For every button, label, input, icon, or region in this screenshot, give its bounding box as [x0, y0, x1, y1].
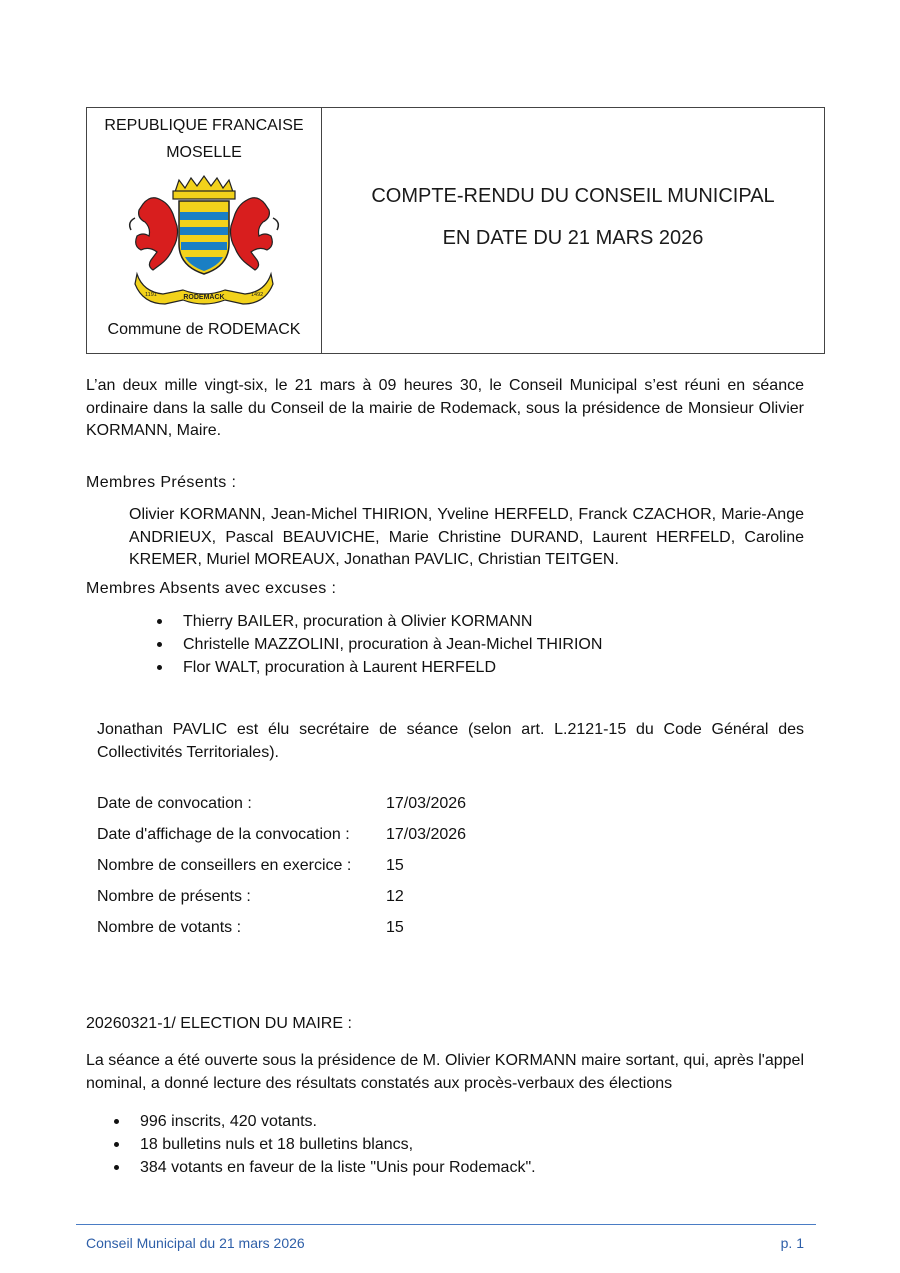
secretary-paragraph: Jonathan PAVLIC est élu secrétaire de séance (selon art. L.2121-15 du Code Général des Collectivités Territoriales). [97, 721, 804, 761]
members-present-label: Membres Présents : [86, 474, 237, 491]
list-item: 384 votants en faveur de la liste "Unis pour Rodemack". [113, 1156, 793, 1179]
commune-label: Commune de RODEMACK [107, 321, 301, 338]
footer-title: Conseil Municipal du 21 mars 2026 [86, 1235, 305, 1251]
crest-year-left: 1191 [145, 292, 157, 298]
header-table [86, 107, 825, 354]
crest-year-right: 1492 [251, 292, 264, 298]
list-item: Christelle MAZZOLINI, procuration à Jean-Michel THIRION [156, 633, 796, 656]
info-row [97, 795, 597, 826]
info-row [97, 826, 597, 857]
election-heading: 20260321-1/ ELECTION DU MAIRE : [86, 1015, 352, 1032]
info-value: 17/03/2026 [386, 795, 467, 812]
info-row [97, 888, 597, 919]
members-present-list: Olivier KORMANN, Jean-Michel THIRION, Yveline HERFELD, Franck CZACHOR, Marie-Ange ANDRIEUX, Pascal BEAUVICHE, Marie Christine DURAND, Laurent HERFELD, Caroline KREMER, Muriel MOREAUX, Jonathan PAVLIC, Christian TEITGEN. [129, 506, 804, 568]
header-right-cell [322, 108, 824, 353]
election-paragraph: La séance a été ouverte sous la présidence de M. Olivier KORMANN maire sortant, qui, après l'appel nominal, a donné lecture des résultats constatés aux procès-verbaux des élections [86, 1052, 804, 1092]
footer-divider [76, 1224, 816, 1225]
info-row [97, 919, 597, 950]
meeting-info-table [97, 795, 597, 950]
info-value: 15 [386, 857, 404, 874]
info-label: Nombre de présents : [97, 888, 251, 905]
document-date: EN DATE DU 21 MARS 2026 [442, 227, 704, 249]
rodemack-coat-of-arms-icon [123, 174, 285, 308]
members-absent-label: Membres Absents avec excuses : [86, 580, 337, 597]
intro-paragraph: L’an deux mille vingt-six, le 21 mars à 09 heures 30, le Conseil Municipal s’est réuni en séance ordinaire dans la salle du Conseil de la mairie de Rodemack, sous la présidence de Monsieur Olivier KORMANN, Maire. [86, 377, 804, 439]
header-left-cell [87, 108, 322, 353]
crest-ribbon-text: RODEMACK [183, 294, 225, 301]
info-label: Nombre de conseillers en exercice : [97, 857, 352, 874]
list-item: 18 bulletins nuls et 18 bulletins blancs, [113, 1133, 793, 1156]
departement-label: MOSELLE [166, 144, 242, 161]
members-absent-list [156, 610, 796, 679]
info-value: 17/03/2026 [386, 826, 467, 843]
info-value: 15 [386, 919, 404, 936]
info-label: Nombre de votants : [97, 919, 242, 936]
election-results-list [113, 1110, 793, 1179]
list-item: Flor WALT, procuration à Laurent HERFELD [156, 656, 796, 679]
document-title: COMPTE-RENDU DU CONSEIL MUNICIPAL [371, 185, 775, 207]
republique-label: REPUBLIQUE FRANCAISE [104, 117, 304, 134]
info-value: 12 [386, 888, 404, 905]
info-label: Date de convocation : [97, 795, 252, 812]
list-item: Thierry BAILER, procuration à Olivier KORMANN [156, 610, 796, 633]
info-row [97, 857, 597, 888]
list-item: 996 inscrits, 420 votants. [113, 1110, 793, 1133]
info-label: Date d'affichage de la convocation : [97, 826, 350, 843]
page-number: p. 1 [780, 1235, 804, 1251]
